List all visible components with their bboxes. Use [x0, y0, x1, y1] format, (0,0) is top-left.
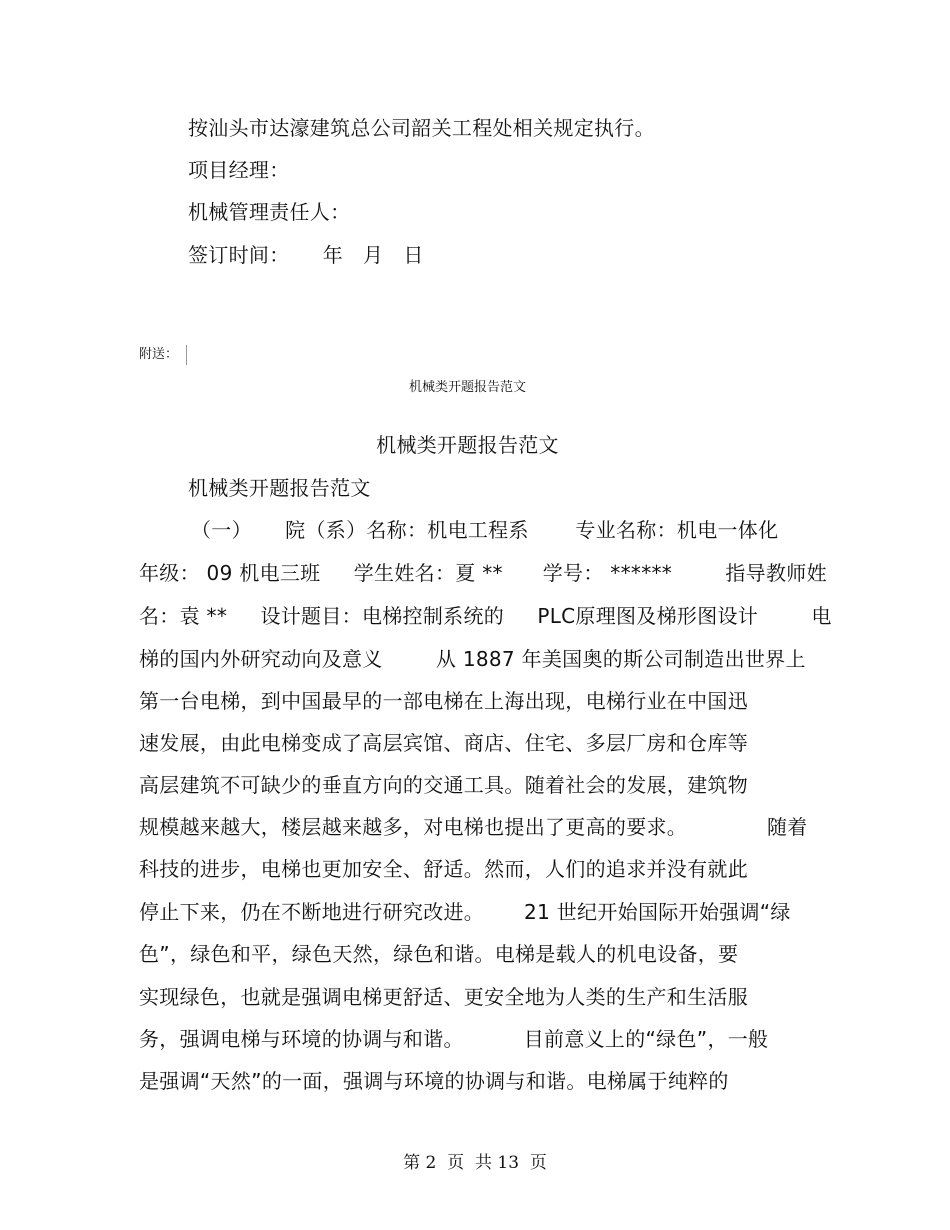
body-line: 科技的进步，电梯也更加安全、舒适。然而，人们的追求并没有就此 — [139, 857, 748, 881]
page-footer: 第 2 页 共 13 页 — [403, 1153, 547, 1173]
body-line: 是强调“天然”的一面，强调与环境的协调与和谐。电梯属于纯粹的 — [139, 1069, 729, 1093]
machinery-manager-label: 机械管理责任人： — [188, 200, 351, 224]
sign-date-label: 签订时间： 年 月 日 — [188, 243, 424, 267]
body-line: 名：袁 ** 设计题目：电梯控制系统的 PLC原理图及梯形图设计 电 — [139, 604, 832, 628]
body-line: 规模越来越大，楼层越来越多，对电梯也提出了更高的要求。 随着 — [139, 815, 808, 839]
appendix-label: 附送： — [139, 347, 179, 362]
body-line: 年级： 09 机电三班 学生姓名：夏 ** 学号： ****** 指导教师姓 — [139, 561, 827, 585]
body-line: 实现绿色，也就是强调电梯更舒适、更安全地为人类的生产和生活服 — [139, 985, 748, 1009]
appendix-small-title: 机械类开题报告范文 — [408, 380, 526, 395]
appendix-divider — [186, 345, 187, 365]
article-subtitle: 机械类开题报告范文 — [188, 476, 371, 500]
body-line: 停止下来，仍在不断地进行研究改进。 21 世纪开始国际开始强调“绿 — [139, 900, 791, 924]
body-line: 速发展，由此电梯变成了高层宾馆、商店、住宅、多层厂房和仓库等 — [139, 731, 748, 755]
body-line: 梯的国内外研究动向及意义 从 1887 年美国奥的斯公司制造出世界上 — [139, 647, 806, 671]
project-manager-label: 项目经理： — [188, 158, 290, 182]
body-line: 第一台电梯，到中国最早的一部电梯在上海出现，电梯行业在中国迅 — [139, 689, 748, 713]
body-line: （一） 院（系）名称：机电工程系 专业名称：机电一体化 — [191, 518, 779, 542]
article-title: 机械类开题报告范文 — [376, 433, 559, 457]
body-line: 色”，绿色和平，绿色天然，绿色和谐。电梯是载人的机电设备，要 — [139, 942, 739, 966]
execution-note: 按汕头市达濠建筑总公司韶关工程处相关规定执行。 — [188, 116, 655, 140]
body-line: 务，强调电梯与环境的协调与和谐。 目前意义上的“绿色”，一般 — [139, 1027, 769, 1051]
body-line: 高层建筑不可缺少的垂直方向的交通工具。随着社会的发展，建筑物 — [139, 773, 748, 797]
